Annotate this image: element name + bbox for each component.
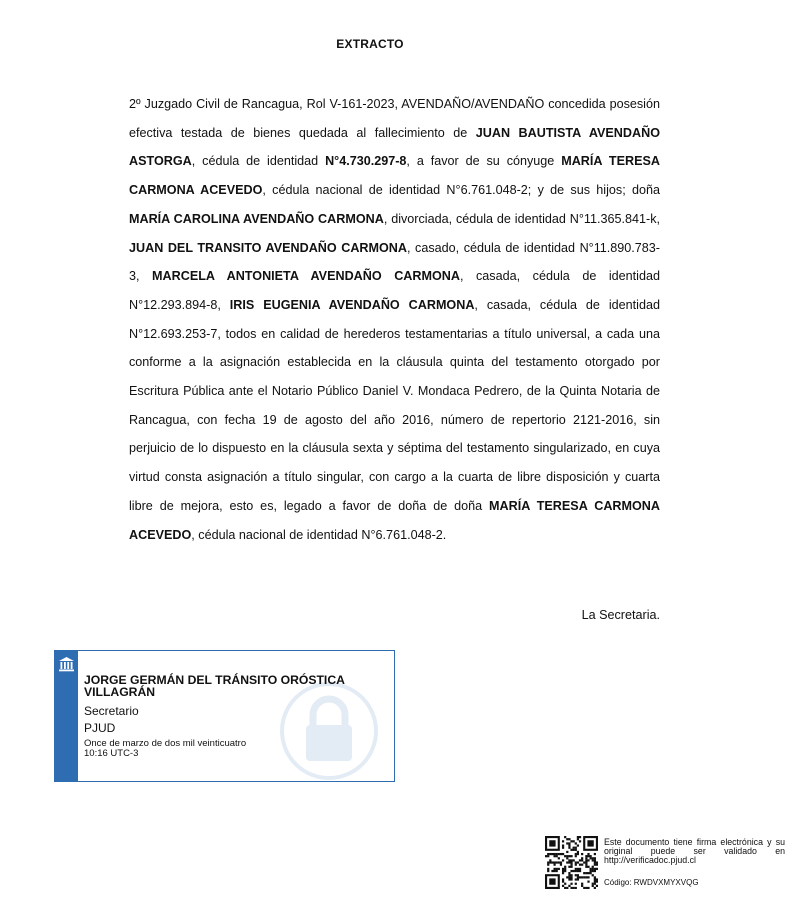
text-run: , divorciada, cédula de identidad N°11.365.841-k, <box>383 211 660 226</box>
signature-time: 10:16 UTC-3 <box>84 748 139 759</box>
bold-name-run: JUAN DEL TRANSITO AVENDAÑO CARMONA <box>129 240 407 255</box>
signer-role: Secretario <box>84 704 139 718</box>
verification-qr-code <box>545 836 598 889</box>
extract-paragraph <box>129 90 660 549</box>
bold-name-run: IRIS EUGENIA AVENDAÑO CARMONA <box>229 297 475 312</box>
bold-name-run: JUAN BAUTISTA AVENDAÑO ASTORGA <box>129 125 660 169</box>
bold-name-run: MARÍA TERESA CARMONA ACEVEDO <box>129 498 660 542</box>
verification-notice: Este documento tiene firma electrónica y su original puede ser validado en http://verificadoc.pjud.cl <box>604 837 785 865</box>
bold-name-run: N°4.730.297-8 <box>325 154 407 169</box>
signer-organization: PJUD <box>84 721 116 735</box>
signature-datetime <box>84 739 324 759</box>
verification-code: Código: RWDVXMYXVQG <box>604 878 699 887</box>
bold-name-run: MARÍA CAROLINA AVENDAÑO CARMONA <box>129 211 384 226</box>
courthouse-icon <box>58 656 75 672</box>
document-title: EXTRACTO <box>336 37 404 51</box>
text-run: 2º Juzgado Civil de Rancagua, Rol V-161-2023, AVENDAÑO/AVENDAÑO concedida posesión efectiva testada de bienes quedada al fallecimiento de <box>129 97 660 140</box>
electronic-signature-box <box>54 650 395 782</box>
text-run: , cédula nacional de identidad N°6.761.048-2. <box>191 527 447 542</box>
text-run: , a favor de su cónyuge <box>406 154 562 169</box>
text-run: , casado, cédula de identidad N°11.890.783-3, <box>129 240 660 284</box>
text-run: , cédula nacional de identidad N°6.761.048-2; y de sus hijos; doña <box>262 183 661 198</box>
signer-name: JORGE GERMÁN DEL TRÁNSITO ORÓSTICA VILLAGRÁN <box>84 673 345 699</box>
signature-date: Once de marzo de dos mil veinticuatro <box>84 738 247 749</box>
signature-accent-bar <box>55 651 78 781</box>
bold-name-run: MARCELA ANTONIETA AVENDAÑO CARMONA <box>152 269 460 284</box>
text-run: , cédula de identidad <box>191 154 326 169</box>
text-run: , casada, cédula de identidad N°12.693.253-7, todos en calidad de herederos testamentarias a título universal, a cada una conforme a la asignación establecida en la cláusula quinta del testamento otorgado por Escritura Pública ante el Notario Público Daniel V. Mondaca Pedrero, de la Quinta Notaria de Rancagua, con fecha 19 de agosto del año 2016, número de repertorio 2121-2016, sin perjuicio de lo dispuesto en la cláusula sexta y séptima del testamento singularizado, en cuya virtud consta asignación a título singular, con cargo a la cuarta de libre disposición y cuarta libre de mejora, esto es, legado a favor de doña de doña <box>129 297 660 513</box>
text-run: , casada, cédula de identidad N°12.293.894-8, <box>129 269 660 312</box>
bold-name-run: MARÍA TERESA CARMONA ACEVEDO <box>129 154 661 198</box>
closing-signature-line: La Secretaria. <box>581 608 660 622</box>
